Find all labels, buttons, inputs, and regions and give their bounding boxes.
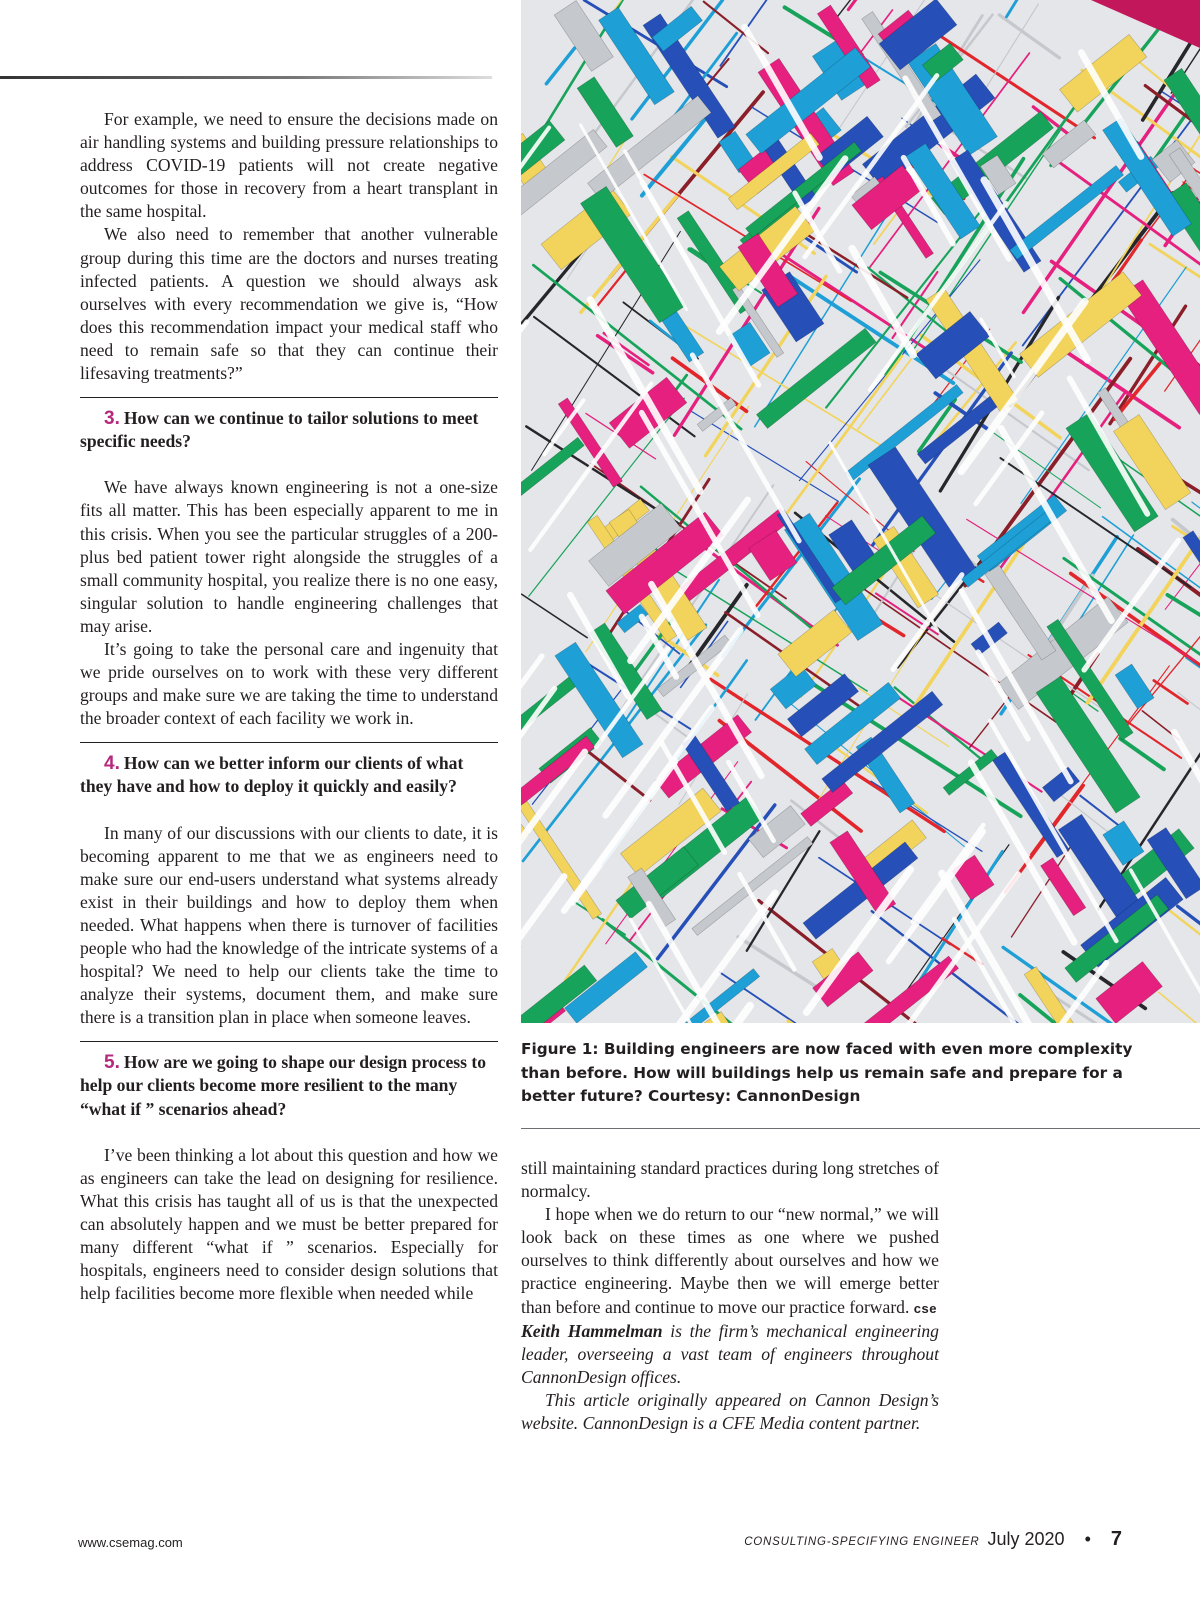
right-column (521, 1157, 939, 1435)
publication-name: CONSULTING-SPECIFYING ENGINEER (744, 1536, 980, 1548)
paragraph: We also need to remember that another vulnerable group during this time are the doctors and nurses treating infected patients. A question we should always ask ourselves with every recommendation we give is, “How does this recommendation impact your medical staff who need to remain safe so that they can continue their lifesaving treatments?” (80, 224, 498, 384)
cse-end-mark: cse (913, 1300, 937, 1316)
page-number: 7 (1110, 1528, 1122, 1550)
author-name: Keith Hammelman (521, 1320, 663, 1341)
issue-date: July 2020 (987, 1529, 1065, 1549)
figure-caption: Figure 1: Building engineers are now faced with even more complexity than before. How will buildings help us remain safe and prepare for a better future? Courtesy: CannonDesign (521, 1040, 1133, 1105)
paragraph: still maintaining standard practices during long stretches of normalcy. (521, 1158, 939, 1202)
question-number: 3. (104, 408, 120, 430)
footer-folio (744, 1528, 1122, 1551)
question-heading-5 (80, 1041, 498, 1120)
figure-1-image (521, 0, 1200, 1023)
question-text: How are we going to shape our design process to help our clients become more resilient to the many “what if ” scenarios ahead? (80, 1052, 487, 1119)
question-heading-3 (80, 397, 498, 453)
paragraph: For example, we need to ensure the decisions made on air handling systems and building pressure relationships to address COVID-19 patients will not create negative outcomes for those in recovery from a heart transplant in the same hospital. (80, 109, 498, 222)
bullet-separator: • (1084, 1529, 1091, 1549)
bim-model-illustration (521, 0, 1200, 1023)
question-number: 4. (104, 753, 120, 775)
paragraph: In many of our discussions with our clients to date, it is becoming apparent to me that we as engineers need to make sure our end-users understand what systems already exist in their buildings and how to deploy them when needed. What happens when there is turnover of facilities people who had the knowledge of the intricate systems of a hospital? We need to help our clients take the time to analyze their systems, document them, and make sure there is a transition plan in place when someone leaves. (80, 822, 498, 1028)
question-text: How can we continue to tailor solutions to meet specific needs? (80, 408, 479, 452)
question-heading-4 (80, 742, 498, 798)
question-text: How can we better inform our clients of what they have and how to deploy it quickly and easily? (80, 753, 464, 797)
author-bio (521, 1320, 939, 1389)
paragraph-with-end-mark (521, 1203, 939, 1319)
caption-rule (521, 1128, 1200, 1129)
paragraph: We have always known engineering is not a one-size fits all matter. This has been especially apparent to me in this crisis. When you see the particular struggles of a 200-plus bed patient tower right alongside the struggles of a small community hospital, you realize there is no one easy, singular solution to handle engineering challenges that may arise. (80, 477, 498, 636)
article-note: This article originally appeared on Cannon Design’s website. CannonDesign is a CFE Media content partner. (521, 1389, 939, 1434)
question-number: 5. (104, 1052, 120, 1074)
author-bio-text: is the firm’s mechanical engineering leader, overseeing a vast team of engineers throughout CannonDesign offices. (521, 1320, 939, 1387)
paragraph-text: I hope when we do return to our “new normal,” we will look back on these times as one where we pushed ourselves to think differently about ourselves and how we practice engineering. Maybe then we will emerge better than before and continue to move our practice forward. (521, 1204, 939, 1317)
paragraph: I’ve been thinking a lot about this question and how we as engineers can take the lead on designing for resilience. What this crisis has taught all of us is that the unexpected can absolutely happen and we must be better prepared for many different “what if ” scenarios. Especially for hospitals, engineers need to consider design solutions that help facilities become more flexible when needed while (80, 1144, 498, 1304)
left-column (80, 108, 498, 1305)
footer-website: www.csemag.com (78, 1535, 183, 1550)
top-rule (0, 76, 492, 79)
paragraph: It’s going to take the personal care and ingenuity that we pride ourselves on to work with these very different groups and make sure we are taking the time to understand the broader context of each facility we work in. (80, 638, 498, 729)
